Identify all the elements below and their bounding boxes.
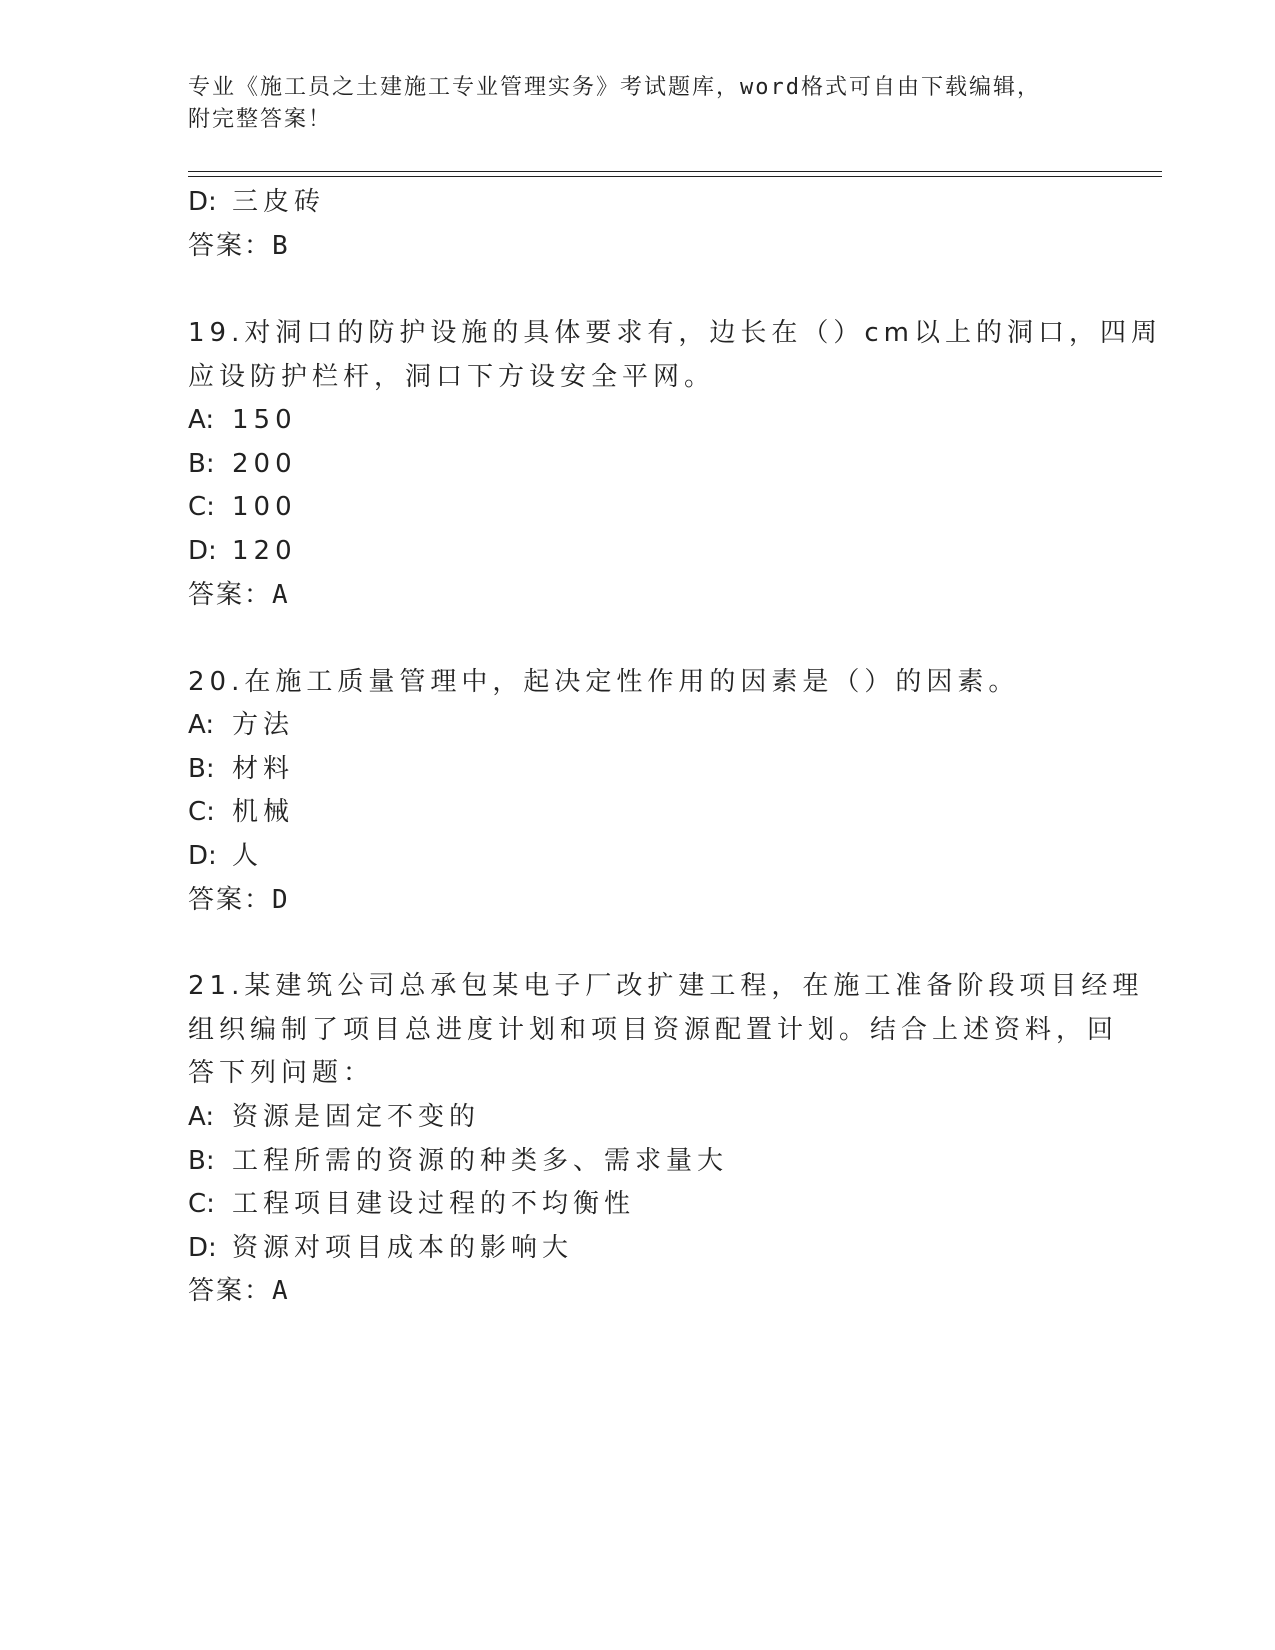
q20-option-c <box>188 797 294 827</box>
option-text: 人 <box>232 841 264 871</box>
q21-stem-line-1: 21.某建筑公司总承包某电子厂改扩建工程，在施工准备阶段项目经理 <box>188 971 1144 1001</box>
q19-option-c <box>188 492 297 522</box>
q19-answer: 答案：A <box>188 580 290 610</box>
q21-option-d <box>188 1233 573 1263</box>
q21-option-b <box>188 1146 728 1176</box>
q21-option-a <box>188 1102 480 1132</box>
option-label: D: <box>188 187 217 217</box>
option-text: 资源对项目成本的影响大 <box>232 1233 574 1263</box>
q20-option-d <box>188 841 263 871</box>
option-label: D: <box>188 1233 217 1263</box>
option-label: C: <box>188 797 215 827</box>
option-text: 工程项目建设过程的不均衡性 <box>232 1189 636 1219</box>
option-label: B: <box>188 754 215 784</box>
q21-stem-line-2: 组织编制了项目总进度计划和项目资源配置计划。结合上述资料，回 <box>188 1015 1119 1045</box>
option-text: 工程所需的资源的种类多、需求量大 <box>232 1146 729 1176</box>
q21-answer: 答案：A <box>188 1276 290 1306</box>
option-label: D: <box>188 841 217 871</box>
q20-stem-line-1: 20.在施工质量管理中，起决定性作用的因素是（）的因素。 <box>188 667 1020 697</box>
option-text: 200 <box>232 449 297 479</box>
option-label: C: <box>188 1189 215 1219</box>
q20-answer: 答案：D <box>188 885 290 915</box>
prev-option-d <box>188 187 325 217</box>
q19-stem-line-1: 19.对洞口的防护设施的具体要求有，边长在（）cm以上的洞口，四周 <box>188 318 1162 348</box>
option-text: 150 <box>232 405 297 435</box>
q20-option-a <box>188 710 294 740</box>
q21-option-c <box>188 1189 635 1219</box>
q19-option-a <box>188 405 297 435</box>
option-text: 100 <box>232 492 297 522</box>
option-text: 资源是固定不变的 <box>232 1102 481 1132</box>
option-label: A: <box>188 710 215 740</box>
q19-stem-line-2: 应设防护栏杆，洞口下方设安全平网。 <box>188 362 716 392</box>
option-label: B: <box>188 449 215 479</box>
option-label: A: <box>188 405 215 435</box>
option-label: A: <box>188 1102 215 1132</box>
option-text: 三皮砖 <box>232 187 326 217</box>
q19-option-d <box>188 536 297 566</box>
option-text: 120 <box>232 536 297 566</box>
header-rule-top <box>188 171 1162 172</box>
q20-option-b <box>188 754 294 784</box>
option-label: C: <box>188 492 215 522</box>
header-rule-bottom <box>188 176 1162 177</box>
header-line-1: 专业《施工员之土建施工专业管理实务》考试题库，word格式可自由下载编辑， <box>188 75 1041 100</box>
option-text: 材料 <box>232 754 295 784</box>
header-line-2: 附完整答案！ <box>188 107 333 132</box>
option-label: D: <box>188 536 217 566</box>
option-text: 方法 <box>232 710 295 740</box>
prev-answer: 答案：B <box>188 231 290 261</box>
q19-option-b <box>188 449 297 479</box>
document-header <box>188 72 1088 136</box>
option-label: B: <box>188 1146 215 1176</box>
option-text: 机械 <box>232 797 295 827</box>
q21-stem-line-3: 答下列问题： <box>188 1058 375 1088</box>
